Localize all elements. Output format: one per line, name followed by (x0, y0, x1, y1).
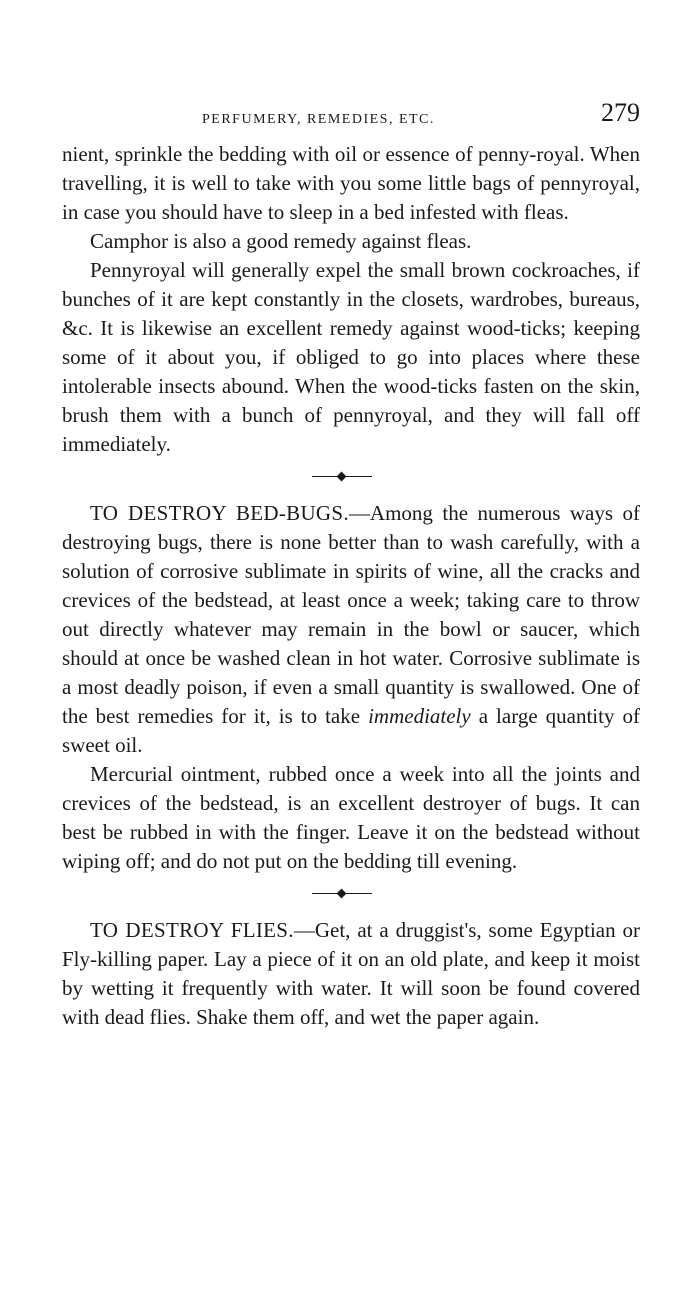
flies-paragraph (62, 916, 640, 1032)
bed-bugs-heading: TO DESTROY BED-BUGS. (90, 501, 349, 525)
running-title: PERFUMERY, REMEDIES, ETC. (202, 112, 435, 127)
fleas-paragraph-2: Camphor is also a good remedy against fleas. (90, 229, 472, 253)
bed-bugs-text-tail: a large quantity of sweet oil. (62, 704, 640, 757)
book-page (62, 92, 640, 1032)
page-number: 279 (601, 98, 640, 127)
bed-bugs-emphasis: immediately (368, 704, 471, 728)
cockroaches-paragraph: Pennyroyal will generally expel the small brown cockroaches, if bunches of it are kept constantly in the closets, wardrobes, bureaus, &c. It is likewise an excellent remedy against wood-ticks; keeping some of it about you, if obliged to go into places where these intolerable insects abound. When the wood-ticks fasten on the skin, brush them with a bunch of pennyroyal, and they will fall off immediately. (62, 258, 640, 456)
bed-bugs-paragraph-2: Mercurial ointment, rubbed once a week into all the joints and crevices of the bedstead, is an excellent destroyer of bugs. It can best be rubbed in with the finger. Leave it on the bedstead without wiping off; and do not put on the bedding till evening. (62, 762, 640, 873)
divider-ornament-icon (337, 889, 347, 899)
bed-bugs-text-lead: —Among the numerous ways of destroying bugs, there is none better than to wash carefully, with a solution of corrosive sublimate in spirits of wine, all the cracks and crevices of the bedstead, at least once a week; taking care to throw out directly whatever may remain in the bowl or saucer, which should at once be washed clean in hot water. Corrosive sublimate is a most deadly poison, if even a small quantity is swallowed. One of the best remedies for it, is to take (62, 501, 640, 728)
divider-ornament-icon (337, 472, 347, 482)
flies-heading: TO DESTROY FLIES. (90, 918, 294, 942)
running-header (62, 92, 640, 140)
section-divider (62, 876, 640, 916)
flies-text: —Get, at a druggist's, some Egyptian or Fly-killing paper. Lay a piece of it on an old plate, and keep it moist by wetting it frequently with water. It will soon be found covered with dead flies. Shake them off, and wet the paper again. (62, 918, 640, 1029)
fleas-paragraph-1: nient, sprinkle the bedding with oil or essence of penny-royal. When travelling, it is well to take with you some little bags of pennyroyal, in case you should have to sleep in a bed infested with fleas. (62, 142, 640, 224)
bed-bugs-paragraph-1 (62, 499, 640, 760)
section-divider (62, 459, 640, 499)
